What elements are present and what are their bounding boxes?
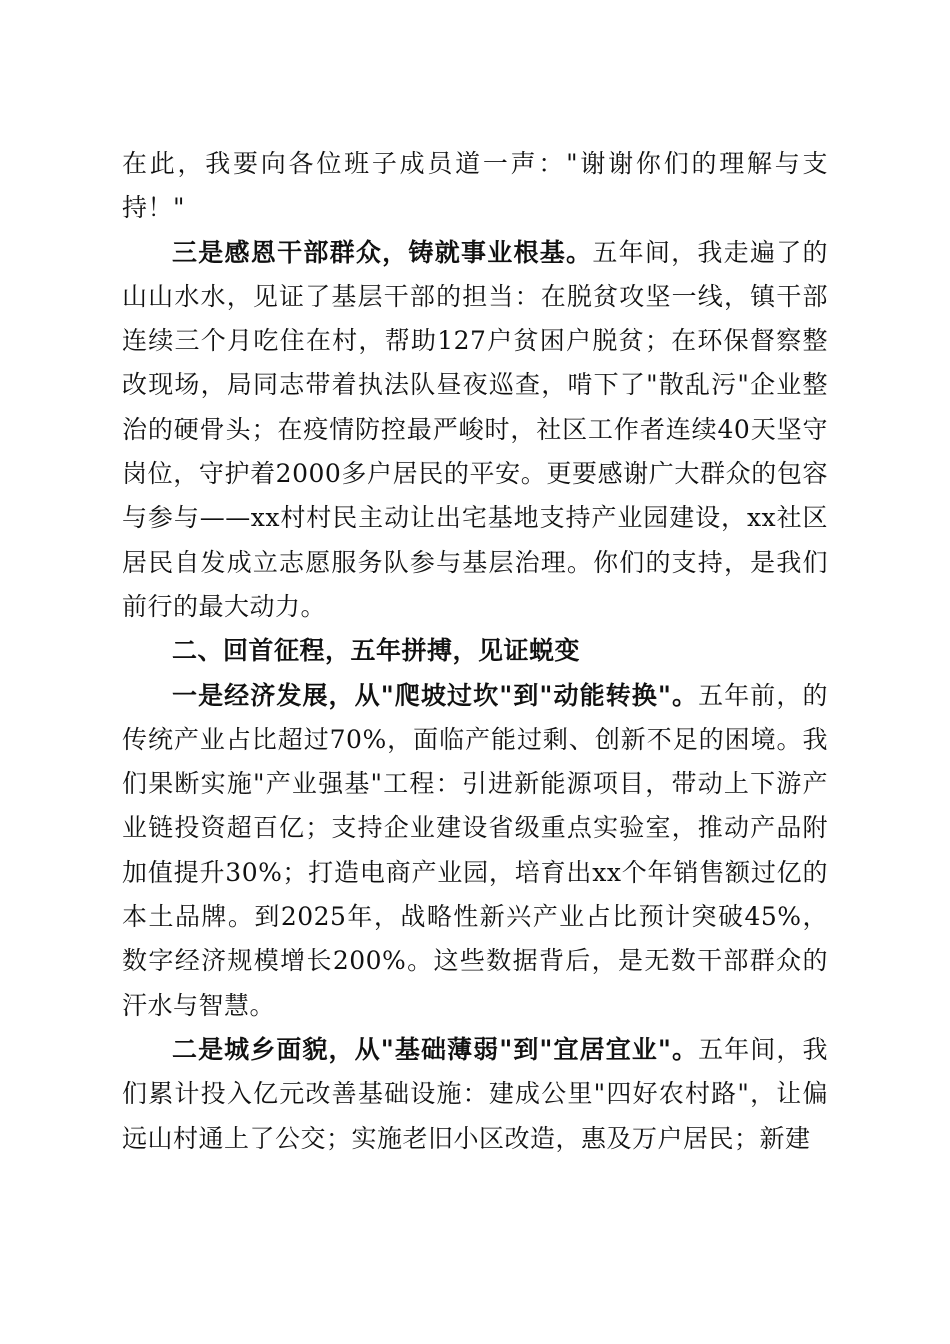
paragraph-lead: 二是城乡面貌，从"基础薄弱"到"宜居宜业"。 bbox=[172, 1034, 699, 1064]
paragraph-economy bbox=[122, 674, 828, 1028]
paragraph-lead: 三是感恩干部群众，铸就事业根基。 bbox=[172, 237, 593, 267]
section-heading: 二、回首征程，五年拼搏，见证蜕变 bbox=[172, 636, 581, 666]
paragraph-text: 五年间，我们累计投入亿元改善基础设施：建成公里"四好农村路"，让偏远山村通上了公交；实施老旧小区改造，惠及万户居民；新建 bbox=[122, 1034, 828, 1153]
paragraph-text: 在此，我要向各位班子成员道一声："谢谢你们的理解与支持！" bbox=[122, 149, 828, 223]
paragraph-thanks-team bbox=[122, 142, 828, 231]
paragraph-thanks-cadres bbox=[122, 231, 828, 630]
paragraph-text: 五年间，我走遍了的山山水水，见证了基层干部的担当：在脱贫攻坚一线，镇干部连续三个月吃住在村，帮助127户贫困户脱贫；在环保督察整改现场，局同志带着执法队昼夜巡查，啃下了"散乱污"企业整治的硬骨头；在疫情防控最严峻时，社区工作者连续40天坚守岗位，守护着2000多户居民的平安。更要感谢广大群众的包容与参与——xx村村民主动让出宅基地支持产业园建设，xx社区居民自发成立志愿服务队参与基层治理。你们的支持，是我们前行的最大动力。 bbox=[122, 237, 828, 621]
paragraph-urban-rural bbox=[122, 1028, 828, 1161]
document-body bbox=[122, 142, 828, 1161]
paragraph-lead: 一是经济发展，从"爬坡过坎"到"动能转换"。 bbox=[172, 680, 699, 710]
paragraph-text: 五年前，的传统产业占比超过70%，面临产能过剩、创新不足的困境。我们果断实施"产业强基"工程：引进新能源项目，带动上下游产业链投资超百亿；支持企业建设省级重点实验室，推动产品附加值提升30%；打造电商产业园，培育出xx个年销售额过亿的本土品牌。到2025年，战略性新兴产业占比预计突破45%，数字经济规模增长200%。这些数据背后，是无数干部群众的汗水与智慧。 bbox=[122, 680, 828, 1020]
